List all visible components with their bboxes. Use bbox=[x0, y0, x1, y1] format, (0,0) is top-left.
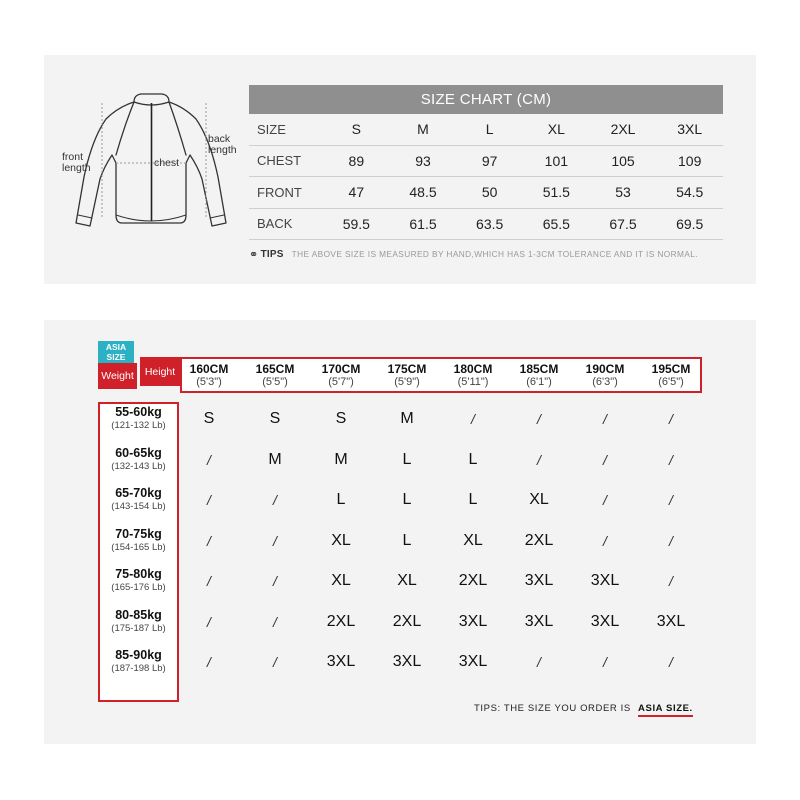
size-chart-cell: 101 bbox=[544, 152, 569, 169]
height-column-header bbox=[572, 363, 638, 389]
size-grid-cell: / bbox=[603, 492, 607, 508]
height-ft: (5'3") bbox=[196, 376, 222, 388]
asia-size-highlight: ASIA SIZE. bbox=[638, 703, 693, 717]
asia-size-tips bbox=[474, 703, 693, 714]
height-ft: (5'11") bbox=[457, 376, 489, 388]
tips-word: TIPS bbox=[260, 248, 284, 260]
size-chart-cell: S bbox=[351, 121, 361, 138]
height-cm: 195CM bbox=[651, 362, 691, 376]
weight-kg: 80-85kg bbox=[115, 607, 162, 622]
size-chart-cell: 109 bbox=[678, 152, 702, 169]
weight-row-header bbox=[100, 486, 177, 514]
weight-row-header bbox=[100, 527, 177, 555]
weight-row-header bbox=[100, 608, 177, 636]
size-grid-cell: / bbox=[273, 532, 277, 549]
chest-label: chest bbox=[154, 157, 180, 169]
height-ft: (6'3") bbox=[592, 376, 618, 388]
size-grid-cell: / bbox=[273, 573, 277, 589]
height-ft: (5'7") bbox=[328, 376, 354, 388]
size-grid-cell: S bbox=[203, 410, 215, 427]
weight-lb: (165-176 Lb) bbox=[111, 582, 166, 593]
size-grid-cell: 3XL bbox=[590, 572, 620, 589]
weight-kg: 70-75kg bbox=[115, 526, 162, 541]
size-grid-cell: / bbox=[207, 492, 211, 508]
size-chart-cell: 50 bbox=[481, 184, 498, 201]
size-chart-cell: 51.5 bbox=[542, 184, 570, 201]
size-grid-cell: / bbox=[669, 532, 673, 549]
size-grid-cell: 3XL bbox=[326, 653, 356, 670]
height-column-header bbox=[242, 363, 308, 389]
size-grid-cell: / bbox=[207, 532, 211, 549]
size-grid-cell: / bbox=[669, 654, 673, 670]
weight-kg: 55-60kg bbox=[115, 405, 162, 419]
height-column-header bbox=[638, 363, 704, 389]
size-chart-cell: 65.5 bbox=[542, 215, 570, 232]
height-column-header bbox=[176, 363, 242, 389]
size-grid-cell: L bbox=[468, 491, 478, 508]
size-grid-cell: 2XL bbox=[326, 612, 356, 630]
asia-size-badge: ASIA SIZE bbox=[98, 341, 134, 363]
size-chart-cell: 67.5 bbox=[609, 215, 637, 232]
size-chart-row bbox=[249, 177, 723, 209]
size-grid-cell: M bbox=[400, 410, 414, 427]
weight-row-header bbox=[100, 446, 177, 474]
size-grid-cell: 2XL bbox=[524, 531, 554, 549]
size-chart-cell: 97 bbox=[481, 152, 498, 169]
height-ft: (5'5") bbox=[262, 376, 288, 388]
size-grid-cell: L bbox=[402, 450, 412, 468]
size-grid-cell: 3XL bbox=[458, 653, 488, 670]
weight-lb: (175-187 Lb) bbox=[111, 622, 166, 634]
size-grid-cell: / bbox=[471, 411, 475, 427]
tips-text: THE ABOVE SIZE IS MEASURED BY HAND,WHICH HAS 1-3CM TOLERANCE AND IT IS NORMAL. bbox=[291, 249, 698, 259]
height-column-header bbox=[308, 363, 374, 389]
size-grid-cell: / bbox=[273, 613, 277, 630]
size-chart-row-label: CHEST bbox=[257, 153, 302, 169]
size-grid-cell: L bbox=[336, 491, 346, 508]
size-grid-cell: L bbox=[402, 531, 412, 549]
size-grid-cell: S bbox=[335, 410, 347, 427]
height-cm: 170CM bbox=[321, 362, 361, 376]
weight-lb: (121-132 Lb) bbox=[111, 420, 166, 431]
size-grid-cell: 3XL bbox=[590, 612, 620, 630]
size-grid-cell: XL bbox=[529, 491, 549, 508]
weight-column bbox=[98, 402, 179, 702]
size-grid-cell: / bbox=[537, 411, 541, 427]
size-chart-table bbox=[249, 114, 723, 240]
asia-size-tips-text: TIPS: THE SIZE YOU ORDER IS bbox=[474, 703, 631, 714]
weight-lb: (132-143 Lb) bbox=[111, 460, 166, 472]
size-grid-cell: XL bbox=[397, 572, 417, 589]
weight-lb: (143-154 Lb) bbox=[111, 501, 166, 512]
size-grid-cell: / bbox=[603, 411, 607, 427]
size-chart-row-label: SIZE bbox=[257, 121, 286, 137]
size-grid-cell: / bbox=[537, 451, 541, 468]
size-grid-cell: XL bbox=[331, 572, 351, 589]
asia-size-panel bbox=[44, 320, 756, 744]
size-grid-cell: XL bbox=[331, 531, 351, 549]
size-grid-cell: L bbox=[402, 491, 412, 508]
weight-kg: 60-65kg bbox=[115, 445, 162, 460]
size-chart-row-label: FRONT bbox=[257, 184, 302, 200]
size-grid-cell: 2XL bbox=[392, 612, 422, 630]
size-chart-cell: 63.5 bbox=[476, 215, 504, 232]
size-chart-cell: L bbox=[485, 121, 494, 138]
size-grid-cell: / bbox=[207, 613, 211, 630]
weight-header: Weight bbox=[98, 363, 137, 389]
size-grid-cell: / bbox=[207, 451, 211, 468]
size-grid-cell: / bbox=[207, 654, 211, 670]
weight-kg: 75-80kg bbox=[115, 567, 162, 581]
weight-lb: (154-165 Lb) bbox=[111, 541, 166, 553]
height-column-header bbox=[440, 363, 506, 389]
front-length-label: front length bbox=[62, 151, 91, 174]
height-column-header bbox=[506, 363, 572, 389]
size-grid-cell: S bbox=[269, 410, 281, 427]
size-grid-cell: / bbox=[537, 654, 541, 670]
tips-note bbox=[249, 247, 739, 261]
size-chart-cell: 54.5 bbox=[676, 184, 704, 201]
weight-row-header bbox=[100, 648, 177, 676]
size-chart-cell: 93 bbox=[415, 152, 431, 169]
size-grid-cell: 3XL bbox=[524, 612, 554, 630]
size-grid-cell: 2XL bbox=[458, 572, 488, 589]
weight-row-header bbox=[100, 405, 177, 433]
size-grid-cell: / bbox=[207, 573, 211, 589]
size-chart-cell: M bbox=[417, 121, 429, 138]
height-ft: (6'1") bbox=[526, 376, 552, 388]
size-grid-cell: / bbox=[669, 451, 673, 468]
height-header: Height bbox=[140, 357, 180, 386]
size-grid-cell: L bbox=[468, 450, 478, 468]
tips-link-icon: ⚭ bbox=[249, 248, 259, 261]
size-grid-cell: / bbox=[273, 654, 277, 670]
height-ft: (5'9") bbox=[394, 376, 420, 388]
size-grid-cell: / bbox=[669, 492, 673, 508]
weight-kg: 85-90kg bbox=[115, 648, 162, 662]
size-chart-cell: 2XL bbox=[610, 121, 636, 138]
size-chart-row-label: BACK bbox=[257, 216, 293, 232]
size-grid-cell: / bbox=[603, 451, 607, 468]
size-chart-cell: 61.5 bbox=[409, 215, 437, 232]
size-chart-row bbox=[249, 146, 723, 178]
size-grid-cell: 3XL bbox=[524, 572, 554, 589]
height-column-header bbox=[374, 363, 440, 389]
size-chart-panel bbox=[44, 55, 756, 284]
height-row bbox=[180, 357, 702, 393]
weight-row-header bbox=[100, 567, 177, 595]
size-chart-cell: 47 bbox=[348, 184, 365, 201]
size-chart-cell: 59.5 bbox=[342, 215, 370, 232]
size-grid-cell: / bbox=[669, 411, 673, 427]
size-chart-row bbox=[249, 114, 723, 146]
size-chart-row bbox=[249, 209, 723, 241]
height-cm: 185CM bbox=[519, 362, 559, 376]
size-grid-cell: / bbox=[669, 573, 673, 589]
height-cm: 165CM bbox=[255, 362, 295, 376]
height-cm: 160CM bbox=[189, 362, 229, 376]
size-grid-cell: M bbox=[334, 450, 348, 468]
size-chart-cell: 69.5 bbox=[676, 215, 704, 232]
size-chart-cell: XL bbox=[547, 121, 565, 138]
size-chart-cell: 89 bbox=[348, 152, 365, 169]
size-chart-cell: 3XL bbox=[677, 121, 703, 138]
size-chart-cell: 48.5 bbox=[409, 184, 437, 201]
size-grid-cell: / bbox=[603, 654, 607, 670]
weight-lb: (187-198 Lb) bbox=[111, 663, 166, 674]
size-chart-cell: 105 bbox=[611, 152, 635, 169]
size-grid-cell: 3XL bbox=[656, 612, 686, 630]
size-grid-cell: 3XL bbox=[458, 612, 488, 630]
height-cm: 175CM bbox=[387, 362, 427, 376]
height-cm: 190CM bbox=[585, 362, 625, 376]
size-grid-cell: / bbox=[273, 492, 277, 508]
back-length-label: back length bbox=[208, 133, 237, 156]
size-grid-cell: XL bbox=[463, 531, 483, 549]
jacket-diagram bbox=[44, 55, 244, 284]
height-cm: 180CM bbox=[453, 362, 493, 376]
size-grid-cell: 3XL bbox=[392, 653, 422, 670]
weight-kg: 65-70kg bbox=[115, 486, 162, 500]
size-grid-cell: / bbox=[603, 532, 607, 549]
size-chart-cell: 53 bbox=[615, 184, 631, 201]
height-ft: (6'5") bbox=[658, 376, 684, 388]
size-chart-title: SIZE CHART (CM) bbox=[249, 85, 723, 114]
size-grid-cell: M bbox=[268, 450, 282, 468]
